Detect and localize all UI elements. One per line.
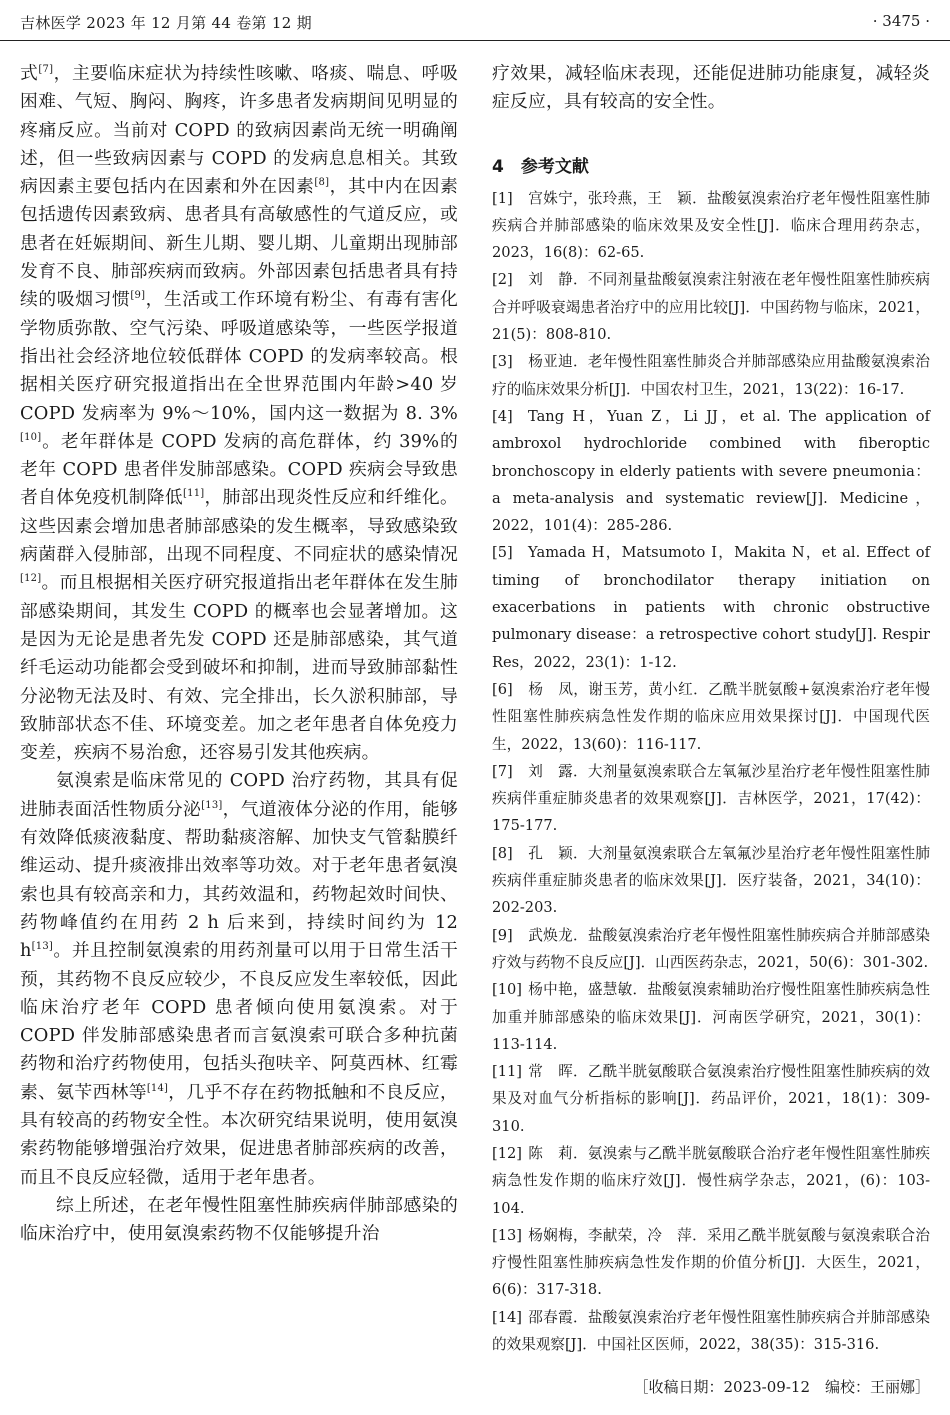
conclusion-continuation: 疗效果，减轻临床表现，还能促进肺功能康复，减轻炎症反应，具有较高的安全性。 <box>492 63 930 113</box>
reference-item: [10] 杨中艳，盛慧敏．盐酸氨溴索辅助治疗慢性阻塞性肺疾病急性加重并肺部感染的临床效果[J]．河南医学研究，2021，30(1)：113-114. <box>492 976 930 1058</box>
reference-number: [9] <box>492 926 513 944</box>
reference-item: [13] 杨娴梅，李献荣，冷 萍．采用乙酰半胱氨酸与氨溴索联合治疗慢性阻塞性肺疾病急性发作期的价值分析[J]．大医生，2021，6(6)：317-318. <box>492 1222 930 1304</box>
reference-number: [6] <box>492 680 513 698</box>
discussion-paragraph: 氨溴索是临床常见的 COPD 治疗药物，其具有促进肺表面活性物质分泌[13]，气道液体分泌的作用，能够有效降低痰液黏度、帮助黏痰溶解、加快支气管黏膜纤维运动、提升痰液排出效率等功效。对于老年患者氨溴索也具有较高亲和力，其药效温和，药物起效时间快、药物峰值约在用药 2 h 后来到，持续时间约为 12 h[13]。并且控制氨溴索的用药剂量可以用于日常生活干预，其药物不良反应较少，不良反应发生率较低，因此临床治疗老年 COPD 患者倾向使用氨溴索。对于 COPD 伴发肺部感染患者而言氨溴索可联合多种抗菌药物和治疗药物使用，包括头孢呋辛、阿莫西林、红霉素、氨苄西林等[14]，几乎不存在药物抵触和不良反应，具有较高的药物安全性。本次研究结果说明，使用氨溴索药物能够增强治疗效果，促进患者肺部疾病的改善，而且不良反应轻微，适用于老年患者。 <box>20 770 458 1188</box>
reference-item: [4] Tang H，Yuan Z，Li JJ，et al. The application of ambroxol hydrochloride combined with fiberoptic bronchoscopy in elderly patients with severe pneumonia：a meta-analysis and systematic review[J]. Medicine，2022，101(4)：285-286. <box>492 403 930 539</box>
page-number: · 3475 · <box>872 12 930 30</box>
reference-item: [8] 孔 颖．大剂量氨溴索联合左氧氟沙星治疗老年慢性阻塞性肺疾病伴重症肺炎患者的临床效果[J]．医疗装备，2021，34(10)：202-203. <box>492 840 930 922</box>
right-column <box>492 60 930 1358</box>
reference-item: [6] 杨 凤，谢玉芳，黄小红．乙酰半胱氨酸+氨溴索治疗老年慢性阻塞性肺疾病急性发作期的临床应用效果探讨[J]．中国现代医生，2022，13(60)：116-117. <box>492 676 930 758</box>
citation: [9] <box>130 290 146 302</box>
reference-item: [5] Yamada H，Matsumoto I，Makita N，et al. Effect of timing of bronchodilator therapy initiation on exacerbations in patients with chronic obstructive pulmonary disease：a retrospective cohort study[J]. Respir Res，2022，23(1)：1-12. <box>492 539 930 675</box>
reference-number: [3] <box>492 353 513 371</box>
reference-item: [3] 杨亚迪．老年慢性阻塞性肺炎合并肺部感染应用盐酸氨溴索治疗的临床效果分析[J]．中国农村卫生，2021，13(22)：16-17. <box>492 348 930 403</box>
reference-number: [11] <box>492 1063 522 1081</box>
received-date-editor: ［收稿日期：2023-09-12 编校：王丽娜］ <box>633 1378 930 1396</box>
reference-item: [1] 宫姝宁，张玲燕，王 颖．盐酸氨溴索治疗老年慢性阻塞性肺疾病合并肺部感染的临床效果及安全性[J]．临床合理用药杂志，2023，16(8)：62-65. <box>492 185 930 267</box>
reference-number: [14] <box>492 1308 522 1326</box>
references-heading: 4 参考文献 <box>492 156 589 177</box>
reference-list <box>492 185 930 1359</box>
reference-item: [11] 常 晖．乙酰半胱氨酸联合氨溴索治疗慢性阻塞性肺疾病的效果及对血气分析指标的影响[J]．药品评价，2021，18(1)：309-310. <box>492 1058 930 1140</box>
conclusion-paragraph: 综上所述，在老年慢性阻塞性肺疾病伴肺部感染的临床治疗中，使用氨溴索药物不仅能够提升治 <box>20 1194 458 1245</box>
reference-number: [5] <box>492 544 513 562</box>
reference-number: [12] <box>492 1144 522 1162</box>
discussion-paragraph: 式[7]，主要临床症状为持续性咳嗽、咯痰、喘息、呼吸困难、气短、胸闷、胸疼，许多患者发病期间见明显的疼痛反应。当前对 COPD 的致病因素尚无统一明确阐述，但一些致病因素与 COPD 的发病息息相关。其致病因素主要包括内在因素和外在因素[8]，其中内在因素包括遗传因素致病、患者具有高敏感性的气道反应，或患者在妊娠期间、新生儿期、婴儿期、儿童期出现肺部发育不良、肺部疾病而致病。外部因素包括患者具有持续的吸烟习惯[9]，生活或工作环境有粉尘、有毒有害化学物质弥散、空气污染、呼吸道感染等，一些医学报道指出社会经济地位较低群体 COPD 的发病率较高。根据相关医疗研究报道指出在全世界范围内年龄>40 岁 COPD 发病率为 9%～10%，国内这一数据为 8. 3%[10]。老年群体是 COPD 发病的高危群体，约 39%的老年 COPD 患者伴发肺部感染。COPD 疾病会导致患者自体免疫机制降低[11]，肺部出现炎性反应和纤维化。这些因素会增加患者肺部感染的发生概率，导致感染致病菌群入侵肺部，出现不同程度、不同症状的感染情况[12]。而且根据相关医疗研究报道指出老年群体在发生肺部感染期间，其发生 COPD 的概率也会显著增加。这是因为无论是患者先发 COPD 还是肺部感染，其气道纤毛运动功能都会受到破坏和抑制，进而导致肺部黏性分泌物无法及时、有效、完全排出，长久淤积肺部，导致肺部状态不佳、环境变差。加之老年患者自体免疫力变差，疾病不易治愈，还容易引发其他疾病。 <box>20 63 459 764</box>
reference-number: [8] <box>492 844 513 862</box>
reference-number: [13] <box>492 1226 522 1244</box>
reference-item: [2] 刘 静．不同剂量盐酸氨溴索注射液在老年慢性阻塞性肺疾病合并呼吸衰竭患者治疗中的应用比较[J]．中国药物与临床，2021，21(5)：808-810. <box>492 266 930 348</box>
citation: [13] <box>31 941 53 953</box>
reference-item: [12] 陈 莉．氨溴索与乙酰半胱氨酸联合治疗老年慢性阻塞性肺疾病急性发作期的临床疗效[J]．慢性病学杂志，2021，(6)：103-104. <box>492 1140 930 1222</box>
citation: [14] <box>146 1082 169 1094</box>
reference-number: [4] <box>492 407 513 425</box>
reference-item: [14] 邵春霞．盐酸氨溴索治疗老年慢性阻塞性肺疾病合并肺部感染的效果观察[J]．中国社区医师，2022，38(35)：315-316. <box>492 1304 930 1359</box>
citation: [11] <box>183 488 205 500</box>
citation: [7] <box>38 64 54 76</box>
citation: [10] <box>20 431 42 443</box>
reference-item: [7] 刘 露．大剂量氨溴索联合左氧氟沙星治疗老年慢性阻塞性肺疾病伴重症肺炎患者的效果观察[J]．吉林医学，2021，17(42)：175-177. <box>492 758 930 840</box>
citation: [13] <box>201 799 223 811</box>
reference-number: [7] <box>492 762 513 780</box>
left-column <box>20 60 458 1248</box>
reference-number: [10] <box>492 981 522 999</box>
citation: [8] <box>314 177 330 189</box>
page-header <box>0 0 950 41</box>
journal-title: 吉林医学 2023 年 12 月第 44 卷第 12 期 <box>20 14 312 32</box>
citation: [12] <box>20 573 42 585</box>
reference-number: [2] <box>492 271 513 289</box>
reference-number: [1] <box>492 189 513 207</box>
reference-item: [9] 武焕龙．盐酸氨溴索治疗老年慢性阻塞性肺疾病合并肺部感染疗效与药物不良反应[J]．山西医药杂志，2021，50(6)：301-302. <box>492 922 930 977</box>
